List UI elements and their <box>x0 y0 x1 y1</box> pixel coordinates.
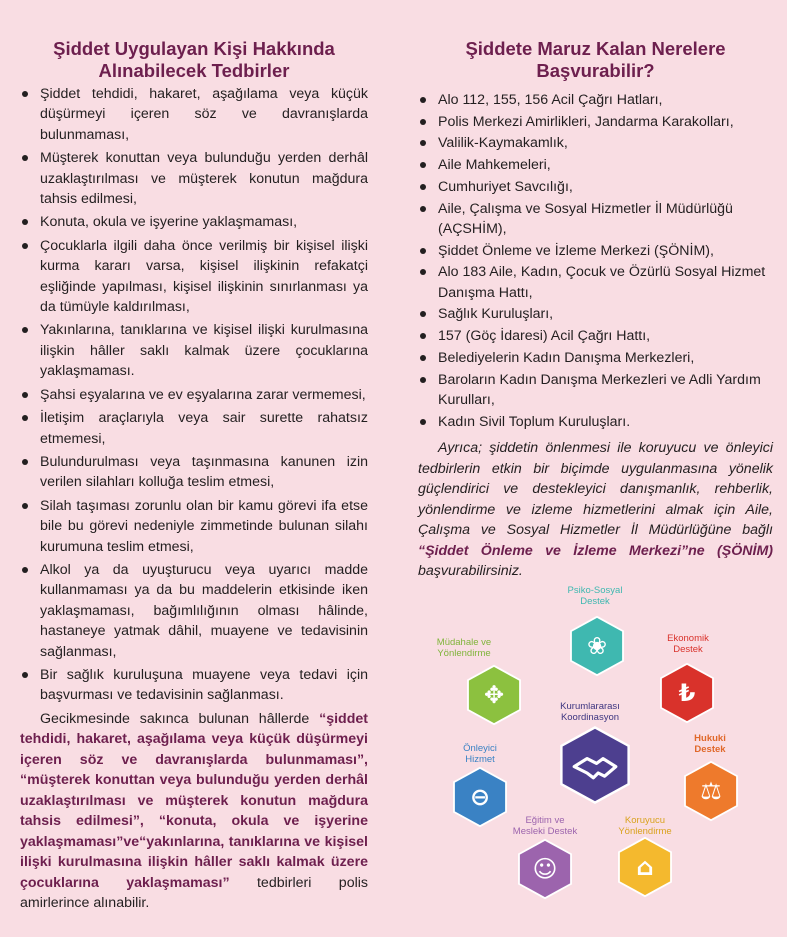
node-label <box>430 744 530 765</box>
no-entry-icon <box>449 766 511 828</box>
list-item: Baroların Kadın Danışma Merkezleri ve Adli Yardım Kurulları, <box>418 370 773 411</box>
left-title-line2: Alınabilecek Tedbirler <box>98 60 290 81</box>
handshake-icon <box>555 725 635 805</box>
left-note <box>20 709 368 914</box>
node-label-line2: Mesleki Destek <box>512 825 578 837</box>
left-note-bold: “şiddet tehdidi, hakaret, aşağılama veya küçük düşürmeyi içeren söz ve davranışlarda bulunmaması”, “müşterek konuttan veya bulunduğu yerden derhâl uzaklaştırılması ve müşterek konutun mağdura tahsis edilmesi”, “konuta, okula ve işyerine yaklaşmaması”ve“yakınlarına, tanıklarına ve kişisel ilişki kurulmasına ilişkin hâller saklı kalmak üzere çocuklarına yaklaşmaması” <box>20 710 368 891</box>
right-title-line1: Şiddete Maruz Kalan Nerelere <box>465 38 726 59</box>
node-label-line2: Destek <box>580 595 610 607</box>
list-item: Alkol ya da uyuşturucu veya uyarıcı madde kullanmaması ya da bu maddelerin etkisinde iken yaklaşmaması, bağımlılığının olması hâlinde, hastaneye yatmak dâhil, muayene ve tedavisinin sağlanması, <box>20 560 368 662</box>
node-label-line2: Destek <box>673 643 703 655</box>
node-label-line2: Hizmet <box>465 753 495 765</box>
node-label-line1: Ekonomik <box>667 633 709 644</box>
list-item: Konuta, okula ve işyerine yaklaşmaması, <box>20 212 368 232</box>
node-label-line1: Eğitim ve <box>525 815 565 826</box>
brain-icon <box>566 615 628 677</box>
list-item: Bulundurulması veya taşınmasına kanunen izin verilen silahları kolluğa teslim etmesi, <box>20 452 368 493</box>
node-label-line1: Hukuki <box>694 733 726 744</box>
left-note-end: tedbirleri polis amirlerince alınabilir. <box>20 874 368 912</box>
list-item: Aile Mahkemeleri, <box>418 155 773 175</box>
list-item: Aile, Çalışma ve Sosyal Hizmetler İl Müdürlüğü (AÇSHİM), <box>418 199 773 240</box>
left-note-start: Gecikmesinde sakınca bulunan hâllerde <box>40 710 320 727</box>
node-label <box>595 816 695 837</box>
left-title-line1: Şiddet Uygulayan Kişi Hakkında <box>53 38 335 59</box>
family-glyph: ☺ <box>532 855 558 883</box>
gavel-glyph: ⚖ <box>700 777 722 805</box>
center-label <box>540 702 640 723</box>
node-label <box>545 586 645 607</box>
gavel-icon <box>680 760 742 822</box>
list-item: Yakınlarına, tanıklarına ve kişisel ilişki kurulmasına ilişkin hâller saklı kalmak üzere çocuklarına yaklaşmaması. <box>20 320 368 381</box>
brain-glyph: ❀ <box>586 632 608 660</box>
list-item: 157 (Göç İdaresi) Acil Çağrı Hattı, <box>418 326 773 346</box>
right-note-start: Ayrıca; şiddetin önlenmesi ile koruyucu ve önleyici tedbirlerin etkin bir biçimde uygulanmasına yönelik güçlendirici ve destekleyici danışmanlık, rehberlik, yönlendirme ve izleme hizmetlerini almak için Aile, Çalışma ve Sosyal Hizmetler İl Müdürlüğüne bağlı <box>418 440 773 539</box>
node-label-line2: Destek <box>694 743 726 755</box>
lira-glyph: ₺ <box>678 679 696 707</box>
person-arrows-icon <box>463 664 525 726</box>
list-item: İletişim araçlarıyla veya sair surette rahatsız etmemesi, <box>20 408 368 449</box>
list-item: Cumhuriyet Savcılığı, <box>418 177 773 197</box>
person-arrows-glyph: ✥ <box>483 681 505 709</box>
list-item: Polis Merkezi Amirlikleri, Jandarma Karakolları, <box>418 112 773 132</box>
list-item: Alo 112, 155, 156 Acil Çağrı Hatları, <box>418 90 773 110</box>
right-note <box>418 438 773 582</box>
list-item: Bir sağlık kuruluşuna muayene veya tedavi için başvurması ve tedavisinin sağlanması. <box>20 665 368 706</box>
center-label-line2: Koordinasyon <box>560 711 620 723</box>
list-item: Kadın Sivil Toplum Kuruluşları. <box>418 412 773 432</box>
family-icon <box>514 838 576 900</box>
list-item: Alo 183 Aile, Kadın, Çocuk ve Özürlü Sosyal Hizmet Danışma Hattı, <box>418 262 773 303</box>
node-label-line1: Koruyucu <box>624 815 666 826</box>
contacts-list <box>418 90 773 432</box>
right-title <box>418 0 773 82</box>
shelter-glyph: ⌂ <box>636 853 654 881</box>
list-item: Belediyelerin Kadın Danışma Merkezleri, <box>418 348 773 368</box>
node-label <box>414 638 514 659</box>
list-item: Şiddet tehdidi, hakaret, aşağılama veya küçük düşürmeyi içeren söz ve davranışlarda bulunmaması, <box>20 84 368 145</box>
list-item: Çocuklarla ilgili daha önce verilmiş bir kişisel ilişki kurma kararı varsa, kişisel ilişkinin refakatçi eşliğinde yapılması, kişisel ilişkinin sınırlanması ya da tümüyle kaldırılması, <box>20 236 368 318</box>
measures-list <box>20 84 368 706</box>
node-label <box>638 634 738 655</box>
list-item: Sağlık Kuruluşları, <box>418 304 773 324</box>
right-column <box>418 0 773 582</box>
list-item: Silah taşıması zorunlu olan bir kamu görevi ifa etse bile bu görevi nedeniyle zimmetinde bulunan silahı kurumuna teslim etmesi, <box>20 496 368 557</box>
left-column <box>20 0 368 914</box>
right-note-bold: “Şiddet Önleme ve İzleme Merkezi”ne (ŞÖNİM) <box>418 542 773 559</box>
center-label-line1: Kurumlararası <box>560 701 620 712</box>
list-item: Valilik-Kaymakamlık, <box>418 133 773 153</box>
shelter-icon <box>614 836 676 898</box>
list-item: Şahsi eşyalarına ve ev eşyalarına zarar vermemesi, <box>20 385 368 405</box>
right-title-line2: Başvurabilir? <box>536 60 655 81</box>
node-label-line1: Psiko-Sosyal <box>567 585 623 596</box>
node-label-line2: Yönlendirme <box>618 825 672 837</box>
right-note-end: başvurabilirsiniz. <box>418 563 523 580</box>
node-label <box>660 734 760 755</box>
no-entry-glyph: ⊖ <box>469 783 491 811</box>
left-title <box>20 0 368 82</box>
node-label-line2: Yönlendirme <box>437 647 491 659</box>
list-item: Şiddet Önleme ve İzleme Merkezi (ŞÖNİM), <box>418 241 773 261</box>
services-diagram <box>430 580 760 900</box>
list-item: Müşterek konuttan veya bulunduğu yerden derhâl uzaklaştırılması ve müşterek konutun mağdura tahsis edilmesi, <box>20 148 368 209</box>
lira-icon <box>656 662 718 724</box>
node-label-line1: Müdahale ve <box>436 637 492 648</box>
node-label-line1: Önleyici <box>463 743 497 754</box>
